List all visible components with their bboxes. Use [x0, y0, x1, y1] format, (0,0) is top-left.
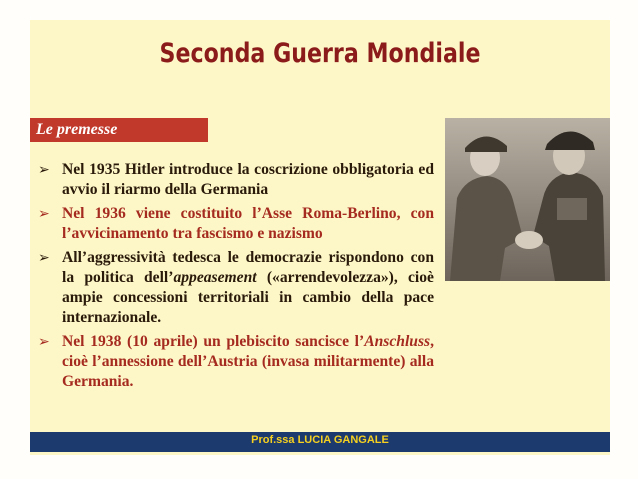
bullet-item-1936 [38, 204, 434, 244]
historical-photo-handshake [445, 118, 610, 281]
arrow-bullet-icon: ➢ [38, 250, 50, 266]
bullet-text: Nel 1936 viene costituito l’Asse Roma-Berlino, con l’avvicinamento tra fascismo e nazismo [62, 205, 434, 242]
footer-author: Prof.ssa LUCIA GANGALE [251, 434, 389, 446]
photo-illustration [445, 118, 610, 281]
bullet-text-part2: , cioè l’annessione dell’Austria (invasa militarmente) alla Germania. [62, 333, 434, 390]
bullet-text: Nel 1935 Hitler introduce la coscrizione obbligatoria ed avvio il riarmo della Germania [62, 161, 434, 198]
arrow-bullet-icon: ➢ [38, 206, 50, 222]
arrow-bullet-icon: ➢ [38, 162, 50, 178]
arrow-bullet-icon: ➢ [38, 334, 50, 350]
bullet-text-part1: All’aggressività tedesca le democrazie rispondono con la politica dell’ [62, 249, 434, 286]
bullet-item-1938 [38, 332, 434, 392]
bullet-item-1935 [38, 160, 434, 200]
bullet-item-appeasement [38, 248, 434, 328]
slide-subtitle: Le premesse [36, 121, 118, 138]
bullet-list [38, 160, 434, 396]
bullet-emphasis: appeasement [173, 269, 257, 286]
slide-title: Seconda Guerra Mondiale [159, 38, 481, 69]
bullet-text-part1: Nel 1938 (10 aprile) un plebiscito sancisce l’ [62, 333, 365, 350]
bullet-text-part2: («arrendevolezza»), cioè ampie concessioni territoriali in cambio della pace internazionale. [62, 269, 434, 326]
bullet-emphasis: Anschluss [364, 333, 431, 350]
